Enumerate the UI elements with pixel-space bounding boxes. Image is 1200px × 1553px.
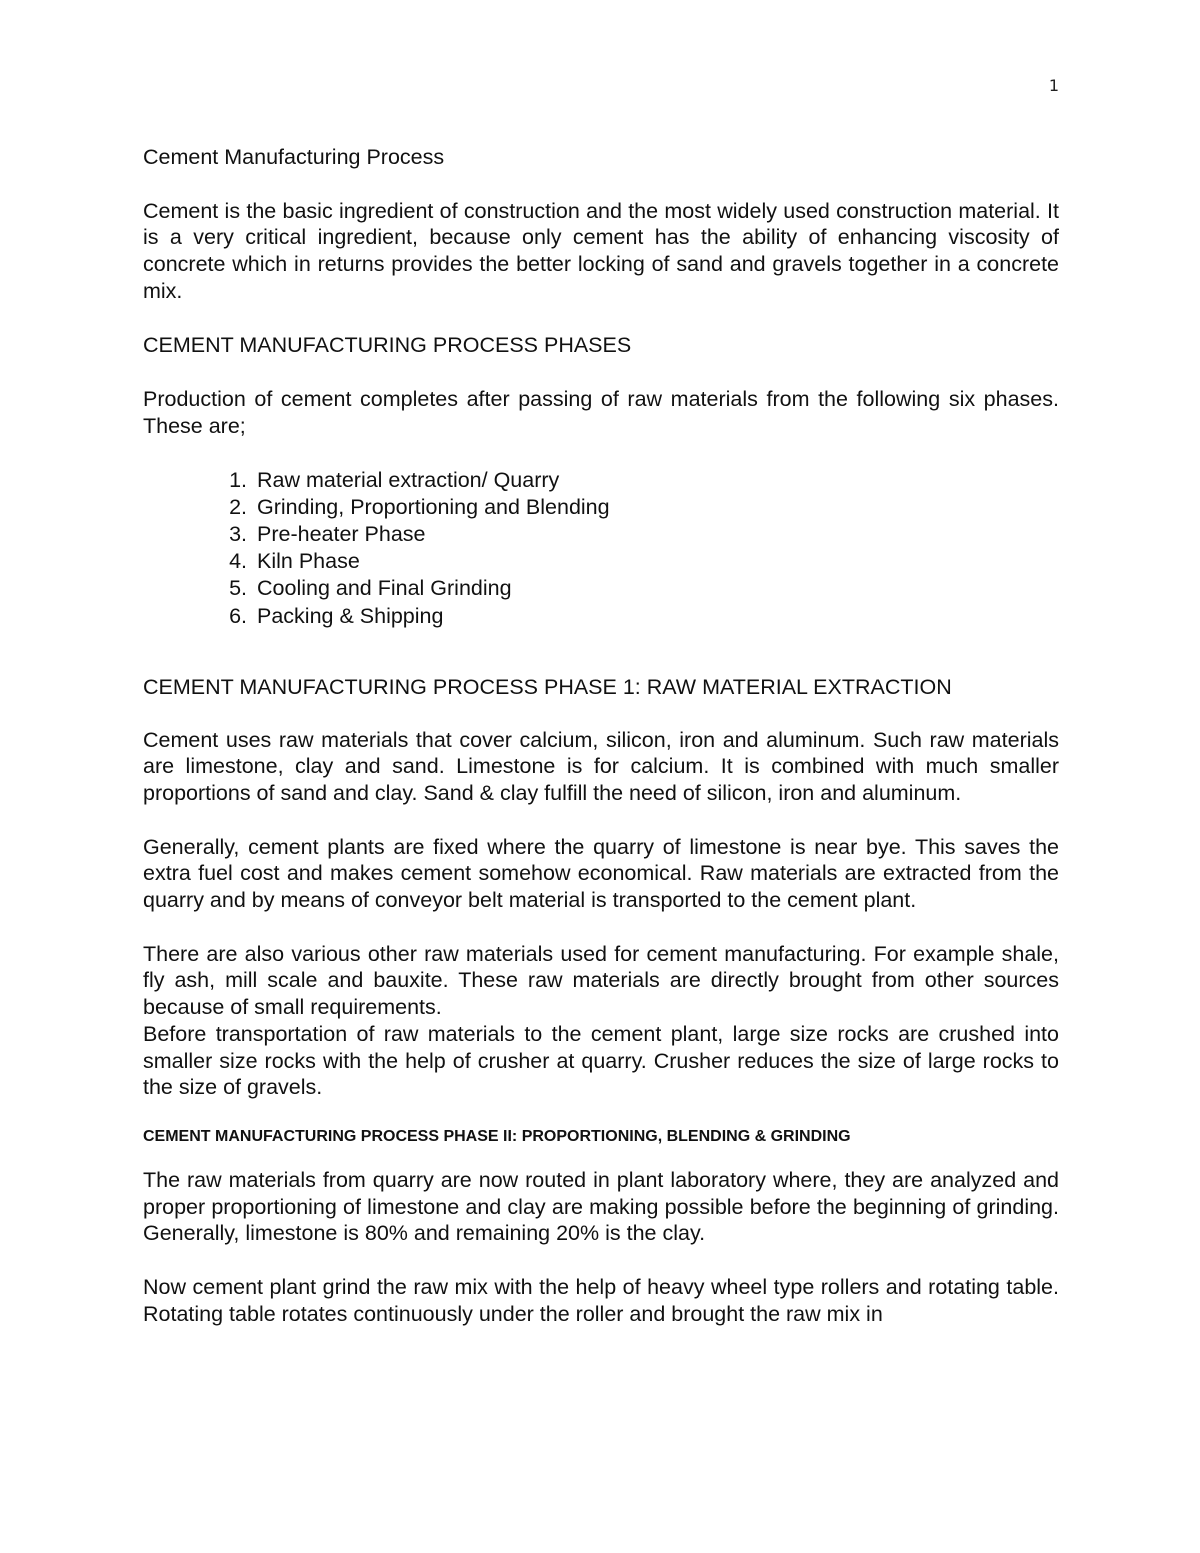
phases-heading: CEMENT MANUFACTURING PROCESS PHASES [143,332,632,357]
list-item [229,494,1059,521]
list-item-number: 1. [229,467,247,492]
phases-list [143,467,1059,630]
list-item [229,467,1059,494]
list-item-text: Grinding, Proportioning and Blending [257,494,610,519]
document-body [143,144,1059,1328]
phase2-paragraph-1: The raw materials from quarry are now routed in plant laboratory where, they are analyzed and proper proportioning of limestone and clay are making possible before the beginning of grinding. Generally, limestone is 80% and remaining 20% is the clay. [143,1167,1059,1246]
phases-intro-paragraph: Production of cement completes after passing of raw materials from the following six phases. These are; [143,387,1059,438]
list-item-text: Kiln Phase [257,549,360,574]
list-item-text: Raw material extraction/ Quarry [257,467,560,492]
list-item-number: 3. [229,522,247,547]
list-item-number: 2. [229,494,247,519]
phase1-paragraph-2: Generally, cement plants are fixed where the quarry of limestone is near bye. This saves the extra fuel cost and makes cement somehow economical. Raw materials are extracted from the quarry and by means of conveyor belt material is transported to the cement plant. [143,834,1059,913]
list-item [229,548,1059,575]
list-item-number: 4. [229,549,247,574]
list-item-number: 6. [229,603,247,628]
phase1-heading: CEMENT MANUFACTURING PROCESS PHASE 1: RAW MATERIAL EXTRACTION [143,674,952,699]
list-item-text: Pre-heater Phase [257,522,426,547]
list-item-text: Packing & Shipping [257,603,444,628]
list-item [229,521,1059,548]
phase2-paragraph-2: Now cement plant grind the raw mix with the help of heavy wheel type rollers and rotating table. Rotating table rotates continuously under the roller and brought the raw mix in [143,1275,1059,1326]
phase2-heading: CEMENT MANUFACTURING PROCESS PHASE II: PROPORTIONING, BLENDING & GRINDING [143,1127,851,1145]
document-title: Cement Manufacturing Process [143,145,445,169]
phase1-paragraph-1: Cement uses raw materials that cover calcium, silicon, iron and aluminum. Such raw materials are limestone, clay and sand. Limestone is for calcium. It is combined with much smaller proportions of sand and clay. Sand & clay fulfill the need of silicon, iron and aluminum. [143,727,1059,805]
intro-paragraph: Cement is the basic ingredient of construction and the most widely used construction material. It is a very critical ingredient, because only cement has the ability of enhancing viscosity of concrete which in returns provides the better locking of sand and gravels together in a concrete mix. [143,198,1059,303]
list-item-text: Cooling and Final Grinding [257,576,512,601]
list-item [229,603,1059,630]
list-item-number: 5. [229,576,247,601]
page-number: 1 [1048,76,1059,95]
phase1-paragraph-4: Before transportation of raw materials to the cement plant, large size rocks are crushed into smaller size rocks with the help of crusher at quarry. Crusher reduces the size of large rocks to the size of gravels. [143,1021,1059,1100]
phase1-paragraph-3: There are also various other raw materials used for cement manufacturing. For example shale, fly ash, mill scale and bauxite. These raw materials are directly brought from other sources because of small requirements. [143,941,1059,1020]
list-item [229,575,1059,602]
